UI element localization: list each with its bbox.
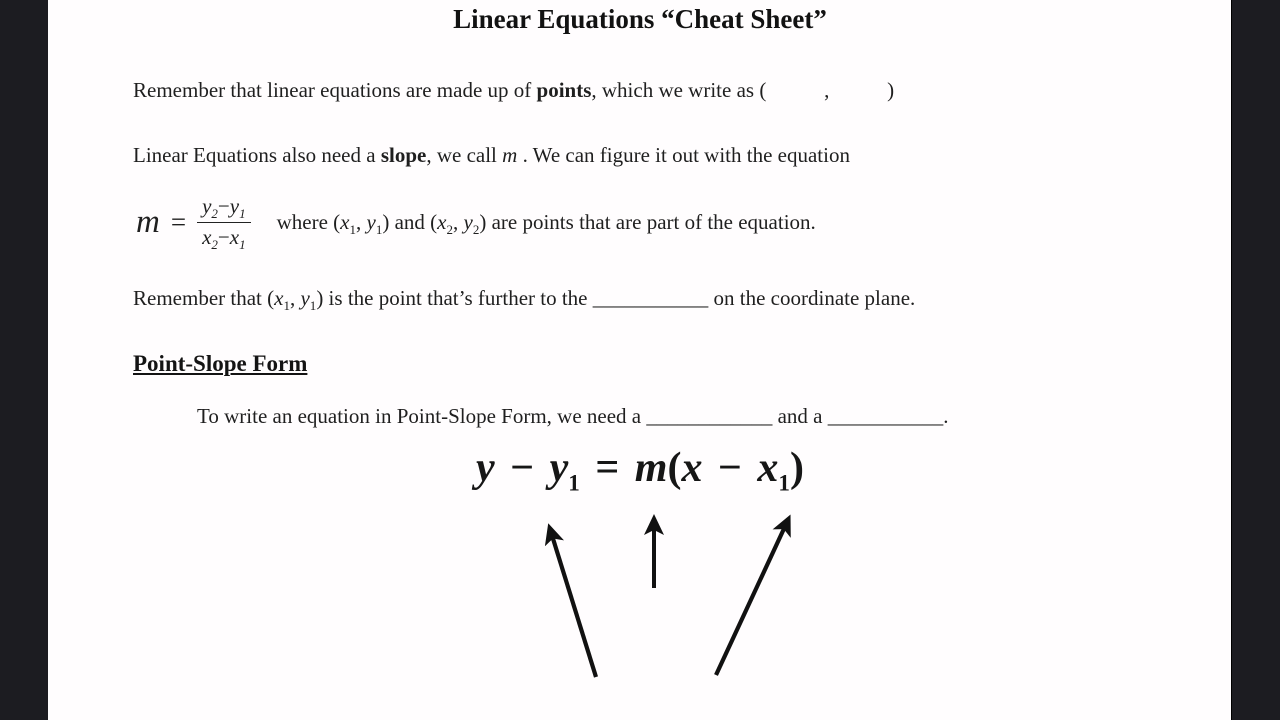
letterbox-right — [1231, 0, 1280, 720]
text-run: y — [300, 286, 310, 310]
text-run: y — [366, 209, 376, 234]
text-run: To write an equation in Point-Slope Form, we need a — [197, 404, 647, 428]
text-run: ) — [789, 445, 804, 491]
slope-formula — [136, 182, 816, 262]
text-run: x — [757, 445, 779, 491]
section-heading-point-slope: Point-Slope Form — [133, 351, 308, 376]
text-run: − — [702, 445, 758, 491]
text-run: , — [356, 209, 367, 234]
text-run: , — [824, 78, 830, 102]
text-run: Remember that linear equations are made up of — [133, 78, 537, 102]
text-run: . — [943, 404, 949, 428]
text-run: , — [453, 209, 464, 234]
blank-x-coordinate — [766, 78, 824, 102]
text-run: y — [202, 194, 212, 219]
blank-needed-item-2: ___________ — [827, 404, 944, 428]
text-run: . We can figure it out with the equation — [517, 143, 850, 167]
text-run: 2 — [211, 206, 218, 222]
text-run: = — [170, 206, 187, 237]
text-run: on the coordinate plane. — [708, 286, 916, 310]
text-run: 2 — [211, 236, 218, 252]
text-run: 1 — [239, 206, 246, 222]
text-run: Remember that ( — [133, 286, 275, 310]
text-run: Linear Equations also need a — [133, 143, 381, 167]
text-run: − — [217, 194, 230, 219]
equals-sign — [170, 206, 187, 237]
text-run: , we call — [426, 143, 503, 167]
text-run: x — [437, 209, 447, 234]
text-run: 1 — [309, 298, 317, 314]
paragraph-slope — [133, 142, 850, 169]
text-run: y — [463, 209, 473, 234]
page-title: Linear Equations “Cheat Sheet” — [453, 4, 827, 34]
formula-lhs — [136, 203, 160, 240]
text-run: x — [340, 209, 350, 234]
text-run: x — [274, 286, 284, 310]
document-page — [48, 0, 1232, 720]
text-run: x — [202, 224, 212, 249]
text-run: ) is the point that’s further to the — [316, 286, 593, 310]
text-run: 1 — [375, 221, 383, 237]
slope-fraction — [197, 193, 251, 251]
text-run: ( — [667, 445, 682, 491]
point-slope-equation — [48, 444, 1232, 496]
text-run: y — [549, 445, 569, 491]
text-run: = — [579, 445, 635, 491]
text-run: ) — [887, 78, 895, 102]
text-run: 1 — [778, 469, 790, 496]
text-run: 1 — [239, 236, 246, 252]
text-run: , — [289, 286, 301, 310]
text-run: 2 — [472, 221, 480, 237]
bold-term-slope: slope — [380, 143, 427, 167]
paragraph-points — [133, 77, 894, 104]
fraction-numerator — [197, 193, 251, 222]
text-run: m — [634, 445, 668, 491]
text-run: 1 — [283, 298, 290, 314]
text-run: − — [494, 445, 550, 491]
paragraph-further-point — [133, 285, 915, 312]
text-run: y — [476, 445, 495, 491]
var-m: m — [136, 203, 160, 240]
text-run: 1 — [568, 469, 580, 496]
text-run: x — [229, 224, 240, 249]
where-clause — [277, 210, 816, 235]
letterbox-left — [0, 0, 49, 720]
text-run: 1 — [349, 221, 356, 237]
blank-direction: ___________ — [592, 286, 709, 310]
text-run: and a — [772, 404, 828, 428]
var-m: m — [502, 143, 518, 167]
blank-y-coordinate — [829, 78, 887, 102]
text-run: ) and ( — [382, 209, 438, 234]
text-run: − — [217, 224, 230, 249]
paragraph-point-slope-needs — [197, 403, 949, 430]
bold-term-points: points — [536, 78, 592, 102]
text-run: ) are points that are part of the equation. — [479, 209, 816, 234]
text-run: , which we write as ( — [591, 78, 767, 102]
text-run: x — [681, 445, 703, 491]
text-run: where ( — [276, 209, 341, 234]
text-run: 2 — [446, 221, 453, 237]
text-run: y — [229, 194, 240, 219]
fraction-denominator — [197, 223, 251, 251]
blank-needed-item-1: ____________ — [646, 404, 773, 428]
